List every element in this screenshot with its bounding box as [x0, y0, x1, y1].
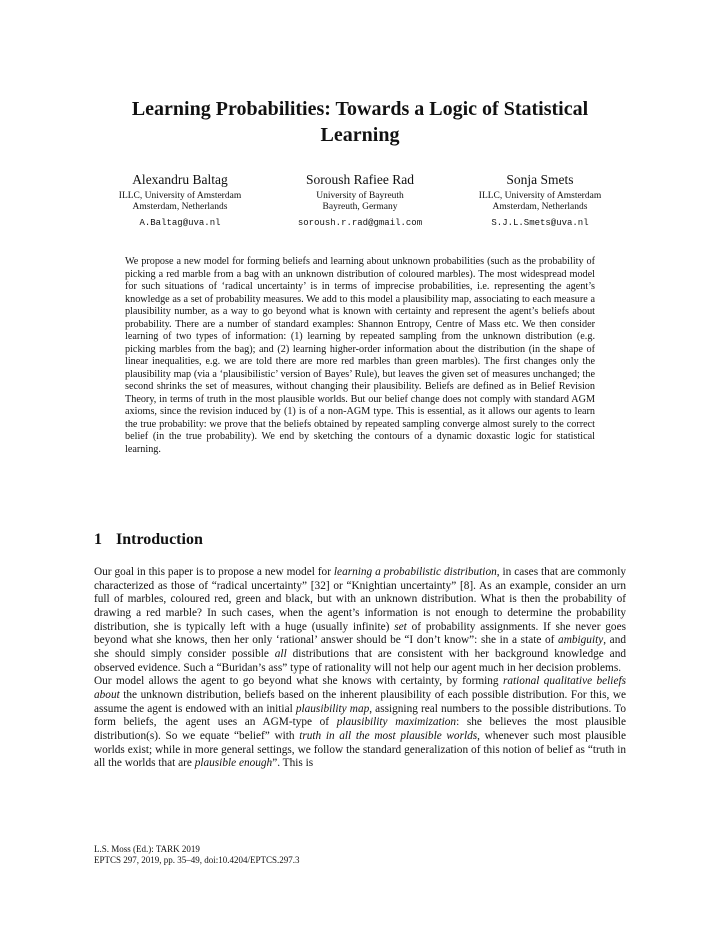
section-heading — [94, 531, 203, 549]
author-location: Amsterdam, Netherlands — [492, 202, 588, 212]
footer-citation: EPTCS 297, 2019, pp. 35–49, doi:10.4204/EPTCS.297.3 — [94, 855, 300, 865]
author-email: soroush.r.rad@gmail.com — [297, 218, 423, 228]
paragraph-2: Our model allows the agent to go beyond what she knows with certainty, by forming rational qualitative beliefs about the unknown distribution, beliefs based on the inherent plausibility of each possible distribution. For this, we assume the agent is endowed with an initial plausibility map, assigning real numbers to the possible distributions. To form beliefs, the agent uses an AGM-type of plausibility maximization: she believes the most plausible distribution(s). So we equate “belief” with truth in all the most plausible worlds, whenever such most plausible worlds exist; while in more general settings, we follow the standard generalization of this notion of belief as “truth in all the worlds that are plausible enough”. This is — [94, 675, 627, 770]
author-name: Soroush Rafiee Rad — [306, 172, 414, 187]
author-block-3 — [440, 172, 640, 229]
paragraph-1: Our goal in this paper is to propose a new model for learning a probabilistic distribution, in cases that are commonly characterized as those of “radical uncertainty” [32] or “Knightian uncertainty” [8]. As an example, consider an urn full of marbles, coloured red, green and black, but with an unknown distribution. What is then the probability of drawing a red marble? In such cases, when the agent’s information is not enough to determine the probability distribution, she is typically left with a huge (usually infinite) set of probability assignments. If she never goes beyond what she knows, then her only ‘rational’ answer should be “I don’t know”: she in a state of ambiguity, and she should simply consider possible all distributions that are consistent with her background knowledge and observed evidence. Such a “Buridan’s ass” type of rationality will not help our agent much in her decision problems. — [94, 566, 626, 674]
author-location: Amsterdam, Netherlands — [132, 202, 228, 212]
section-title: Introduction — [116, 531, 203, 548]
author-affiliation: University of Bayreuth — [316, 191, 404, 201]
footer-editor: L.S. Moss (Ed.): TARK 2019 — [94, 844, 200, 854]
author-block-1 — [80, 172, 280, 229]
author-affiliation: ILLC, University of Amsterdam — [118, 191, 242, 201]
author-email: S.J.L.Smets@uva.nl — [491, 218, 589, 228]
author-email: A.Baltag@uva.nl — [139, 218, 221, 228]
author-location: Bayreuth, Germany — [322, 202, 398, 212]
author-name: Sonja Smets — [506, 172, 574, 187]
paper-title: Learning Probabilities: Towards a Logic of Statistical Learning — [131, 98, 589, 146]
author-name: Alexandru Baltag — [132, 172, 228, 187]
author-affiliation: ILLC, University of Amsterdam — [478, 191, 602, 201]
section-number: 1 — [94, 531, 102, 548]
publication-footer — [94, 844, 300, 866]
body-text — [94, 566, 626, 771]
author-block-2 — [260, 172, 460, 229]
abstract-text: We propose a new model for forming beliefs and learning about unknown probabilities (such as the probability of picking a red marble from a bag with an unknown distribution of coloured marbles). The most widespread model for such situations of ‘radical uncertainty’ is in terms of imprecise probabilities, i.e. representing the agent’s knowledge as a set of probability measures. We add to this model a plausibility map, associating to each measure a plausibility number, as a way to go beyond what is known with certainty and represent the agent’s beliefs about probability. There are a number of standard examples: Shannon Entropy, Centre of Mass etc. We then consider learning of two types of information: (1) learning by repeated sampling from the unknown distribution (e.g. picking marbles from the bag); and (2) learning higher-order information about the distribution (in the shape of linear inequalities, e.g. we are told there are more red marbles than green marbles). The first changes only the plausibility map (via a ‘plausibilistic’ version of Bayes’ Rule), but leaves the given set of measures unchanged; the second shrinks the set of measures, without changing their plausibility. Beliefs are defined as in Belief Revision Theory, in terms of truth in the most plausible worlds. But our belief change does not comply with standard AGM axioms, since the revision induced by (1) is of a non-AGM type. This is essential, as it allows our agents to learn the true probability: we prove that the beliefs obtained by repeated sampling converge almost surely to the correct belief (in the true probability). We end by sketching the contours of a dynamic doxastic logic for statistical learning. — [125, 256, 595, 455]
